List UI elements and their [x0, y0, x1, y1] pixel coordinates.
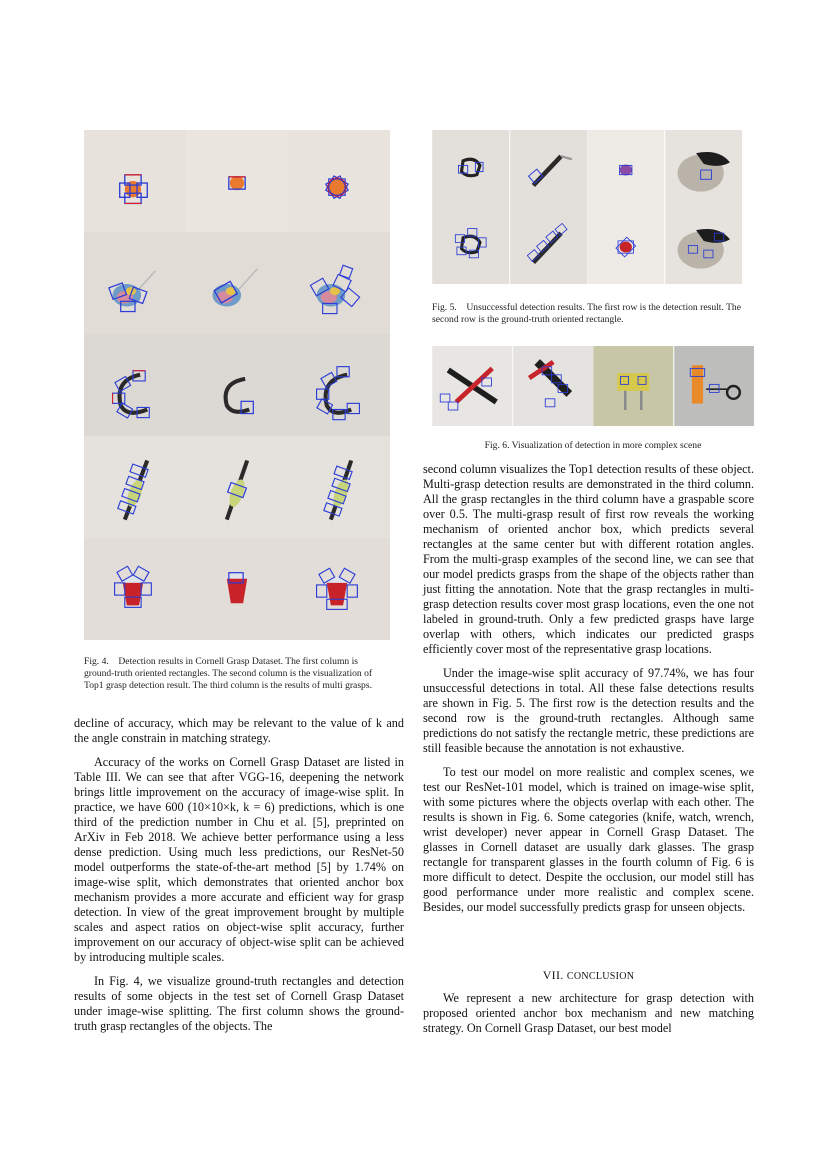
right-text-column [423, 462, 754, 915]
fig6-caption: Fig. 6. Visualization of detection in more complex scene [484, 440, 702, 451]
fig4-r5-c2 [186, 538, 288, 640]
fig4-caption: Fig. 4. Detection results in Cornell Grasp Dataset. The first column is ground-truth oriented rectangles. The second column is the visualization of Top1 grasp detection result. The third column is the results of multi grasps. [84, 656, 373, 691]
right-paragraph-1: second column visualizes the Top1 detection results of these object. Multi-grasp detection results are demonstrated in the third column. All the grasp rectangles in the third column have a graspable score over 0.5. The multi-grasp result of first row reveals the working mechanism of oriented anchor box, which predicts several rectangles at the same center but with different rotation angles. From the multi-grasp examples of the second line, we can see that our model predicts grasps from the shape of the objects rather than just fitting the annotation. Note that the grasp rectangles in multi-grasp detection results cover most grasp locations, even the one not labeled in ground-truth. Only a few predicted grasps have large overlap with others, which indicates our predicted grasps efficiently cover most of the representative grasp locations. [423, 462, 754, 656]
fig5-caption: Fig. 5. Unsuccessful detection results. The first row is the detection result. The second row is the ground-truth oriented rectangle. [432, 302, 741, 325]
fig4-r1-c2 [186, 130, 288, 232]
fig5-r2-c1 [432, 207, 510, 284]
left-paragraph-1: decline of accuracy, which may be relevant to the value of k and the angle constrain in matching strategy. [74, 716, 404, 745]
fig5-r1-c1 [432, 130, 510, 207]
fig5-r1-c2 [510, 130, 588, 207]
fig4-r5-c1 [84, 538, 186, 640]
fig4-r1-c1 [84, 130, 186, 232]
fig4-r2-c1 [84, 232, 186, 334]
fig5-r1-c4 [665, 130, 743, 207]
fig4-r1-c3 [288, 130, 390, 232]
fig4-r4-c3 [288, 436, 390, 538]
fig4-r3-c3 [288, 334, 390, 436]
fig5-r2-c4 [665, 207, 743, 284]
fig5-r1-c3 [587, 130, 665, 207]
left-paragraph-2: Accuracy of the works on Cornell Grasp Dataset are listed in Table III. We can see that after VGG-16, deepening the network brings little improvement on the accuracy of image-wise split. In practice, we have 600 (10×10×k, k = 6) predictions, which is one third of the prediction number in Chu et al. [5], preprinted on ArXiv in Feb 2018. We achieve better performance using a less dense prediction. Using much less predictions, our ResNet-50 model outperforms the state-of-the-art method [5] by 1.74% on image-wise split, which demonstrates that oriented anchor box mechanism provides a more accurate and efficient way for grasp detection. In view of the great improvement brought by multiple scales and aspect ratios on object-wise split accuracy, further improvement on our accuracy of object-wise split can be achieved by introducing multiple scales. [74, 755, 404, 964]
fig4-r3-c1 [84, 334, 186, 436]
section-heading-conclusion [423, 968, 754, 983]
section-number: VII. [542, 968, 564, 982]
section-title: CONCLUSION [566, 971, 635, 982]
right-paragraph-2: Under the image-wise split accuracy of 97.74%, we has four unsuccessful detections in total. All these false detections results are shown in Fig. 5. The first row is the detection results and the second row is the ground-truth rectangles. Although same predictions do not satisfy the rectangle metric, these predictions are still feasible because the annotation is not exhaustive. [423, 666, 754, 755]
fig6-c3 [593, 346, 674, 426]
fig6-image-strip [432, 346, 754, 426]
fig4-image-grid [84, 130, 390, 640]
right-paragraph-4: We represent a new architecture for grasp detection with proposed oriented anchor box mechanism and new matching strategy. On Cornell Grasp Dataset, our best model [423, 991, 754, 1035]
left-paragraph-3: In Fig. 4, we visualize ground-truth rectangles and detection results of some objects in the test set of Cornell Grasp Dataset under image-wise splitting. The first column shows the ground-truth grasp rectangles of the objects. The [74, 974, 404, 1033]
fig4-r3-c2 [186, 334, 288, 436]
left-text-column [74, 716, 404, 1034]
fig6-c4 [674, 346, 755, 426]
fig4-r2-c2 [186, 232, 288, 334]
fig5-r2-c3 [587, 207, 665, 284]
fig4-r2-c3 [288, 232, 390, 334]
fig4-r4-c1 [84, 436, 186, 538]
fig4-r5-c3 [288, 538, 390, 640]
right-text-column-conclusion [423, 991, 754, 1036]
fig5-image-grid [432, 130, 742, 284]
fig6-c2 [513, 346, 594, 426]
fig5-r2-c2 [510, 207, 588, 284]
fig4-r4-c2 [186, 436, 288, 538]
fig6-c1 [432, 346, 513, 426]
right-paragraph-3: To test our model on more realistic and complex scenes, we test our ResNet-101 model, which is trained on image-wise split, with some pictures where the objects overlap with each other. The results is shown in Fig. 6. Some categories (knife, watch, wrench, wrist developer) never appear in Cornell Grasp Dataset. The glasses in Cornell dataset are usually dark glasses. The grasp rectangle for transparent glasses in the fourth column of Fig. 6 is more difficult to detect. Despite the occlusion, our model still has good performance under more realistic and complex scene. Besides, our model successfully predicts grasp for unseen objects. [423, 765, 754, 914]
